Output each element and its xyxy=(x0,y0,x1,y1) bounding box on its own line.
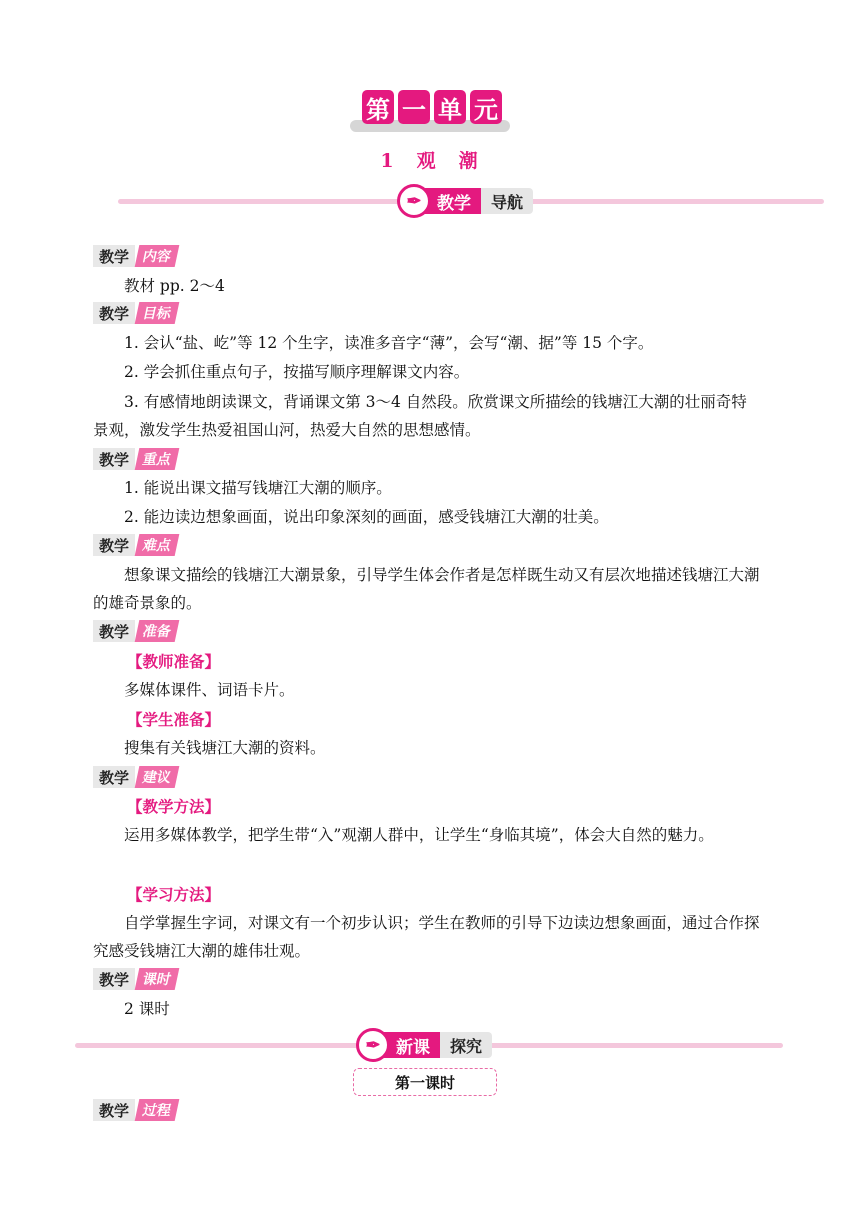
new-lesson-banner xyxy=(356,1030,492,1060)
section-label-tag: 准备 xyxy=(135,620,180,642)
teaching-method-label: 【教学方法】 xyxy=(127,798,221,816)
section-label-tag: 建议 xyxy=(135,766,180,788)
teacher-prep-text: 多媒体课件、词语卡片。 xyxy=(124,681,295,699)
section-label-tag: 目标 xyxy=(135,302,180,324)
nav-banner-right: 导航 xyxy=(481,188,533,214)
hours-text: 2 课时 xyxy=(124,1000,170,1018)
section-label-main: 教学 xyxy=(93,620,135,642)
section-label-main: 教学 xyxy=(93,968,135,990)
goal-item: 1. 会认“盐、屹”等 12 个生字，读准多音字“薄”，会写“潮、据”等 15 个字。 xyxy=(124,334,654,352)
section-label-main: 教学 xyxy=(93,302,135,324)
key-item: 1. 能说出课文描写钱塘江大潮的顺序。 xyxy=(124,479,392,497)
section-label-content xyxy=(93,245,177,267)
section-label-tag: 课时 xyxy=(135,968,180,990)
unit-char: 第 xyxy=(362,90,394,124)
key-item: 2. 能边读边想象画面，说出印象深刻的画面，感受钱塘江大潮的壮美。 xyxy=(124,508,609,526)
section-label-tag: 重点 xyxy=(135,448,180,470)
period-title: 第一课时 xyxy=(353,1068,497,1096)
content-text: 教材 pp. 2～4 xyxy=(124,277,225,295)
section-label-hours xyxy=(93,968,177,990)
nav-banner-left: 教学 xyxy=(423,188,481,214)
section-label-advice xyxy=(93,766,177,788)
learning-method-label: 【学习方法】 xyxy=(127,886,221,904)
unit-char: 元 xyxy=(470,90,502,124)
nav-banner xyxy=(397,186,533,216)
section-label-goals xyxy=(93,302,177,324)
student-prep-label: 【学生准备】 xyxy=(127,711,221,729)
section-label-key xyxy=(93,448,177,470)
goal-item: 3. 有感情地朗读课文，背诵课文第 3～4 自然段。欣赏课文所描绘的钱塘江大潮的壮丽奇特景观，激发学生热爱祖国山河，热爱大自然的思想感情。 xyxy=(93,393,747,439)
new-banner-left: 新课 xyxy=(382,1032,440,1058)
unit-title xyxy=(350,90,510,134)
section-label-difficulty xyxy=(93,534,177,556)
section-label-tag: 内容 xyxy=(135,245,180,267)
teaching-method-text: 运用多媒体教学，把学生带“入”观潮人群中，让学生“身临其境”，体会大自然的魅力。 xyxy=(124,826,714,844)
student-prep-text: 搜集有关钱塘江大潮的资料。 xyxy=(124,739,326,757)
pen-nib-icon: ✒ xyxy=(356,1028,390,1062)
learning-method-text: 自学掌握生字词，对课文有一个初步认识；学生在教师的引导下边读边想象画面，通过合作探究感受钱塘江大潮的雄伟壮观。 xyxy=(93,914,760,960)
teacher-prep-label: 【教师准备】 xyxy=(127,653,221,671)
section-label-main: 教学 xyxy=(93,766,135,788)
section-label-process xyxy=(93,1099,177,1121)
unit-char: 单 xyxy=(434,90,466,124)
goal-item: 2. 学会抓住重点句子，按描写顺序理解课文内容。 xyxy=(124,363,470,381)
lesson-title: 1 观 潮 xyxy=(380,150,480,172)
new-banner-right: 探究 xyxy=(440,1032,492,1058)
unit-char: 一 xyxy=(398,90,430,124)
section-label-prep xyxy=(93,620,177,642)
section-label-main: 教学 xyxy=(93,245,135,267)
section-label-main: 教学 xyxy=(93,534,135,556)
difficulty-text: 想象课文描绘的钱塘江大潮景象，引导学生体会作者是怎样既生动又有层次地描述钱塘江大潮的雄奇景象的。 xyxy=(93,566,760,612)
section-label-main: 教学 xyxy=(93,1099,135,1121)
section-label-main: 教学 xyxy=(93,448,135,470)
pen-nib-icon: ✒ xyxy=(397,184,431,218)
section-label-tag: 难点 xyxy=(135,534,180,556)
section-label-tag: 过程 xyxy=(135,1099,180,1121)
